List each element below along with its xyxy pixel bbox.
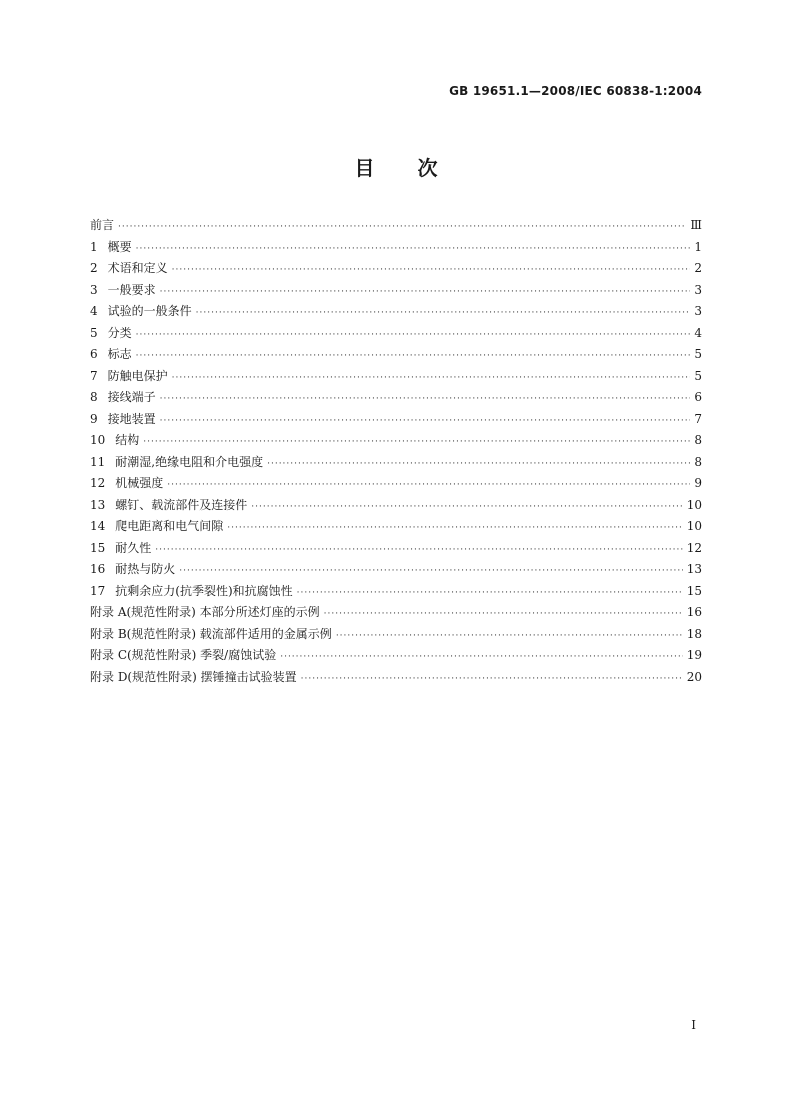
toc-entry[interactable]	[90, 582, 702, 604]
toc-entry-page: 3	[694, 304, 702, 318]
toc-entry[interactable]	[90, 668, 702, 690]
toc-dot-leader	[179, 566, 682, 576]
standard-number: GB 19651.1—2008/IEC 60838-1:2004	[449, 84, 702, 98]
toc-entry[interactable]	[90, 259, 702, 281]
toc-entry-page: 8	[694, 433, 702, 447]
toc-entry-title: 爬电距离和电气间隙	[115, 519, 224, 533]
toc-entry-page: 16	[686, 605, 702, 619]
toc-dot-leader	[160, 416, 691, 426]
toc-entry-page: 15	[686, 583, 702, 598]
toc-entry-page: 20	[686, 669, 702, 684]
toc-entry-number: 8	[90, 390, 98, 404]
toc-entry[interactable]	[90, 646, 702, 668]
toc-entry-page: 19	[686, 648, 702, 662]
toc-dot-leader	[280, 652, 683, 662]
toc-entry[interactable]	[90, 345, 702, 367]
toc-dot-leader	[297, 588, 683, 598]
toc-entry[interactable]	[90, 367, 702, 389]
toc-entry-number: 12	[90, 476, 106, 490]
toc-dot-leader	[155, 545, 682, 555]
toc-entry[interactable]	[90, 324, 702, 346]
toc-entry-page: 8	[694, 454, 702, 469]
toc-entry-page: 5	[694, 347, 702, 361]
toc-entry-page: 9	[694, 476, 702, 490]
page-number: I	[691, 1018, 696, 1032]
toc-entry[interactable]	[90, 431, 702, 453]
toc-entry[interactable]	[90, 625, 702, 647]
table-of-contents	[90, 216, 702, 689]
toc-entry-page: 18	[686, 626, 702, 641]
toc-entry[interactable]	[90, 238, 702, 260]
toc-entry[interactable]	[90, 281, 702, 303]
toc-entry-title: 术语和定义	[107, 261, 168, 275]
toc-entry-page: 1	[694, 239, 702, 254]
toc-entry-number: 10	[90, 433, 106, 447]
toc-entry-number: 1	[90, 239, 98, 254]
toc-entry-title: 附录 D(规范性附录) 摆锤撞击试验装置	[90, 669, 297, 684]
toc-entry-title: 分类	[107, 325, 132, 340]
toc-entry-title: 结构	[115, 433, 140, 447]
toc-dot-leader	[324, 609, 683, 619]
toc-entry-number: 5	[90, 325, 98, 340]
toc-entry-title: 耐热与防火	[115, 562, 176, 576]
toc-entry[interactable]	[90, 216, 702, 238]
toc-entry-number: 15	[90, 540, 106, 555]
toc-entry-number: 9	[90, 411, 98, 426]
toc-entry[interactable]	[90, 603, 702, 625]
toc-dot-leader	[227, 523, 682, 533]
toc-entry-page: 4	[694, 325, 702, 340]
toc-entry-title: 附录 B(规范性附录) 载流部件适用的金属示例	[90, 626, 332, 641]
toc-entry-title: 标志	[107, 347, 132, 361]
toc-entry-title: 试验的一般条件	[107, 304, 192, 318]
toc-dot-leader	[196, 308, 691, 318]
toc-dot-leader	[136, 330, 691, 340]
toc-entry-title: 附录 C(规范性附录) 季裂/腐蚀试验	[90, 648, 277, 662]
toc-entry-page: 12	[686, 540, 702, 555]
toc-entry-title: 接线端子	[107, 390, 156, 404]
toc-dot-leader	[336, 631, 683, 641]
toc-dot-leader	[118, 222, 686, 232]
toc-entry-title: 耐久性	[115, 540, 152, 555]
toc-entry-page: 10	[686, 497, 702, 512]
toc-entry-number: 17	[90, 583, 106, 598]
toc-entry-page: 6	[694, 390, 702, 404]
toc-dot-leader	[301, 674, 683, 684]
toc-entry-number: 6	[90, 347, 98, 361]
toc-entry[interactable]	[90, 453, 702, 475]
toc-entry-page: 3	[694, 282, 702, 297]
toc-dot-leader	[136, 351, 691, 361]
toc-entry-title: 防触电保护	[107, 368, 168, 383]
toc-entry-page: 13	[686, 562, 702, 576]
toc-entry[interactable]	[90, 560, 702, 582]
toc-entry-title: 前言	[90, 218, 115, 232]
toc-entry-number: 14	[90, 519, 106, 533]
toc-dot-leader	[143, 437, 690, 447]
toc-dot-leader	[172, 265, 691, 275]
toc-entry-page: 2	[694, 261, 702, 275]
toc-entry-title: 螺钉、载流部件及连接件	[115, 497, 248, 512]
toc-entry-title: 附录 A(规范性附录) 本部分所述灯座的示例	[90, 605, 320, 619]
toc-entry-number: 13	[90, 497, 106, 512]
toc-entry-page: 10	[686, 519, 702, 533]
toc-entry-title: 机械强度	[115, 476, 164, 490]
toc-entry-number: 3	[90, 282, 98, 297]
toc-entry-title: 耐潮湿,绝缘电阻和介电强度	[115, 454, 264, 469]
toc-entry[interactable]	[90, 302, 702, 324]
toc-entry[interactable]	[90, 474, 702, 496]
toc-entry[interactable]	[90, 388, 702, 410]
toc-dot-leader	[267, 459, 690, 469]
toc-dot-leader	[172, 373, 691, 383]
toc-dot-leader	[167, 480, 690, 490]
toc-dot-leader	[136, 244, 691, 254]
toc-entry-title: 抗剩余应力(抗季裂性)和抗腐蚀性	[115, 583, 293, 598]
toc-entry-number: 11	[90, 454, 106, 469]
toc-entry[interactable]	[90, 496, 702, 518]
toc-entry-page: Ⅲ	[690, 218, 702, 232]
page-title: 目 次	[354, 156, 438, 180]
toc-dot-leader	[160, 394, 691, 404]
toc-entry-page: 7	[694, 411, 702, 426]
toc-dot-leader	[251, 502, 682, 512]
toc-entry[interactable]	[90, 517, 702, 539]
toc-entry-title: 概要	[107, 239, 132, 254]
toc-entry[interactable]	[90, 539, 702, 561]
toc-entry-title: 一般要求	[107, 282, 156, 297]
toc-entry-number: 16	[90, 562, 106, 576]
toc-entry-number: 4	[90, 304, 98, 318]
toc-entry-title: 接地装置	[107, 411, 156, 426]
toc-entry[interactable]	[90, 410, 702, 432]
toc-entry-number: 2	[90, 261, 98, 275]
toc-dot-leader	[160, 287, 691, 297]
toc-entry-number: 7	[90, 368, 98, 383]
toc-entry-page: 5	[694, 368, 702, 383]
